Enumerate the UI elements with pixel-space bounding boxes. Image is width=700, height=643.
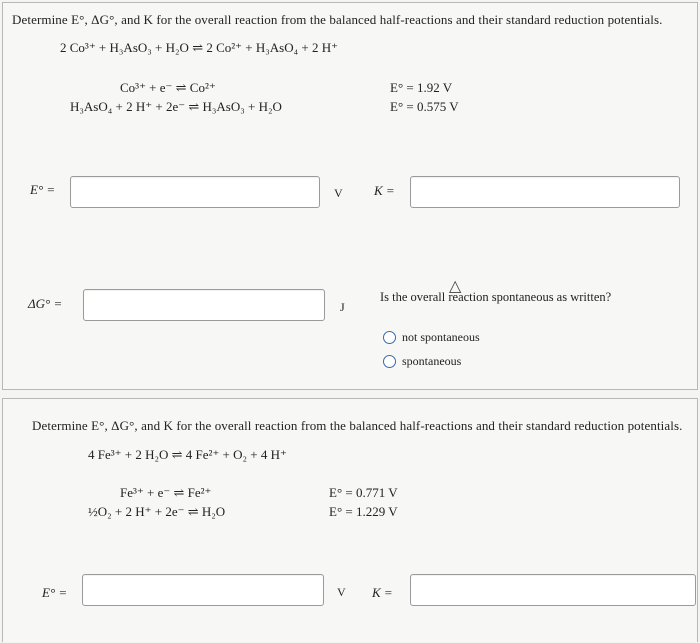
problem-1-dg-unit: J	[340, 300, 345, 314]
problem-1-half-reaction-2: H₃AsO₄ + 2 H⁺ + 2e⁻ ⇌ H₃AsO₃ + H₂O	[70, 99, 282, 114]
problem-1-half-reaction-1: Co³⁺ + e⁻ ⇌ Co²⁺	[120, 80, 216, 95]
problem-1-prompt: Determine E°, ΔG°, and K for the overall reaction from the balanced half-reactions and their standard reduction potentials.	[12, 12, 663, 27]
mouse-cursor-icon: △	[449, 276, 462, 295]
problem-1-potential-2: E° = 0.575 V	[390, 99, 459, 114]
problem-1-overall-reaction: 2 Co³⁺ + H₃AsO₃ + H₂O ⇌ 2 Co²⁺ + H₃AsO₄ + 2 H⁺	[60, 40, 338, 55]
problem-2-half-reaction-1: Fe³⁺ + e⁻ ⇌ Fe²⁺	[120, 485, 212, 500]
problem-2-potential-2: E° = 1.229 V	[329, 504, 398, 519]
spontaneity-question: Is the overall reaction spontaneous as written?	[380, 290, 612, 304]
radio-spontaneous[interactable]	[383, 355, 396, 368]
problem-1-e-unit: V	[334, 186, 343, 200]
problem-2-e-label: E° =	[42, 585, 68, 600]
option-not-spontaneous[interactable]	[383, 330, 480, 345]
option-not-spontaneous-label: not spontaneous	[402, 330, 480, 344]
problem-1-dg-label: ΔG° =	[28, 296, 63, 311]
problem-1-k-input[interactable]	[410, 176, 680, 208]
problem-1-k-label: K =	[374, 183, 395, 198]
radio-not-spontaneous[interactable]	[383, 331, 396, 344]
problem-2-potential-1: E° = 0.771 V	[329, 485, 398, 500]
problem-1-potential-1: E° = 1.92 V	[390, 80, 453, 95]
problem-2-half-reaction-2: ½O₂ + 2 H⁺ + 2e⁻ ⇌ H₂O	[88, 504, 226, 519]
problem-2-k-label: K =	[372, 585, 393, 600]
problem-2-e-input[interactable]	[82, 574, 324, 606]
problem-2-overall-reaction: 4 Fe³⁺ + 2 H₂O ⇌ 4 Fe²⁺ + O₂ + 4 H⁺	[88, 447, 287, 462]
problem-1-dg-input[interactable]	[83, 289, 325, 321]
problem-2-k-input[interactable]	[410, 574, 696, 606]
problem-2-prompt: Determine E°, ΔG°, and K for the overall reaction from the balanced half-reactions and their standard reduction potentials.	[32, 418, 683, 433]
problem-1-e-label: E° =	[30, 182, 56, 197]
option-spontaneous-label: spontaneous	[402, 354, 462, 368]
option-spontaneous[interactable]	[383, 354, 461, 369]
problem-2-e-unit: V	[337, 585, 346, 599]
problem-1-e-input[interactable]	[70, 176, 320, 208]
